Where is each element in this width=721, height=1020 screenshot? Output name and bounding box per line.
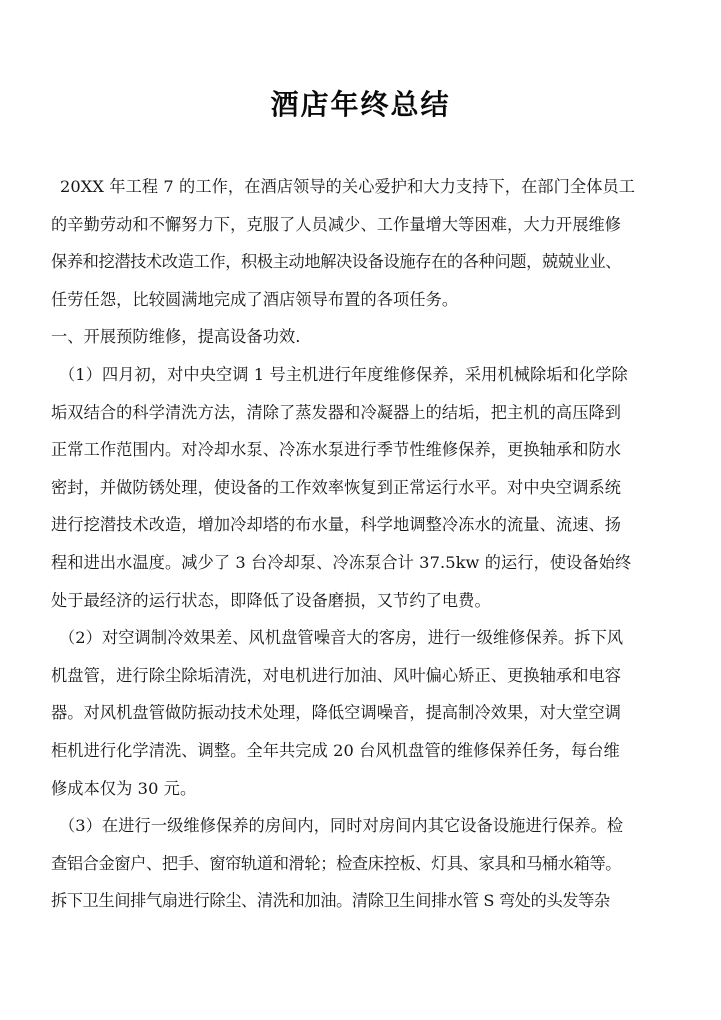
text-line: 垢双结合的科学清洗方法，清除了蒸发器和冷凝器上的结垢，把主机的高压降到 xyxy=(51,402,622,422)
text-line: 保养和挖潜技术改造工作，积极主动地解决设备设施存在的各种问题，兢兢业业、 xyxy=(51,252,622,272)
text-line: 机盘管，进行除尘除垢清洗，对电机进行加油、风叶偏心矫正、更换轴承和电容 xyxy=(51,665,622,685)
text-line: （1）四月初，对中央空调 1 号主机进行年度维修保养，采用机械除垢和化学除 xyxy=(59,364,628,384)
page-title: 酒店年终总结 xyxy=(270,88,451,121)
text-line: 处于最经济的运行状态，即降低了设备磨损，又节约了电费。 xyxy=(51,590,491,610)
text-line: 拆下卫生间排气扇进行除尘、清洗和加油。清除卫生间排水管 S 弯处的头发等杂 xyxy=(51,891,610,911)
text-line: 任劳任怨，比较圆满地完成了酒店领导布置的各项任务。 xyxy=(51,289,459,309)
section-heading-line: 一、开展预防维修，提高设备功效. xyxy=(51,327,301,347)
text-line: （2）对空调制冷效果差、风机盘管噪音大的客房，进行一级维修保养。拆下风 xyxy=(59,628,624,648)
text-line: （3）在进行一级维修保养的房间内，同时对房间内其它设备设施进行保养。检 xyxy=(59,816,624,836)
text-line: 查铝合金窗户、把手、窗帘轨道和滑轮；检查床控板、灯具、家具和马桶水箱等。 xyxy=(51,853,622,873)
text-line: 修成本仅为 30 元。 xyxy=(51,778,197,798)
text-line: 柜机进行化学清洗、调整。全年共完成 20 台风机盘管的维修保养任务，每台维 xyxy=(51,740,620,760)
text-line: 程和进出水温度。减少了 3 台冷却泵、冷冻泵合计 37.5kw 的运行，使设备始终 xyxy=(51,552,632,572)
text-line: 正常工作范围内。对冷却水泵、冷冻水泵进行季节性维修保养，更换轴承和防水 xyxy=(51,440,622,460)
text-line: 进行挖潜技术改造，增加冷却塔的布水量，科学地调整冷冻水的流量、流速、扬 xyxy=(51,515,622,535)
text-line: 器。对风机盘管做防振动技术处理，降低空调噪音，提高制冷效果，对大堂空调 xyxy=(51,703,622,723)
text-line: 的辛勤劳动和不懈努力下，克服了人员减少、工作量增大等困难，大力开展维修 xyxy=(51,214,622,234)
document-body xyxy=(51,168,673,920)
text-line: 密封，并做防锈处理，使设备的工作效率恢复到正常运行水平。对中央空调系统 xyxy=(51,477,622,497)
text-line: 20XX 年工程 7 的工作，在酒店领导的关心爱护和大力支持下，在部门全体员工 xyxy=(60,177,636,196)
